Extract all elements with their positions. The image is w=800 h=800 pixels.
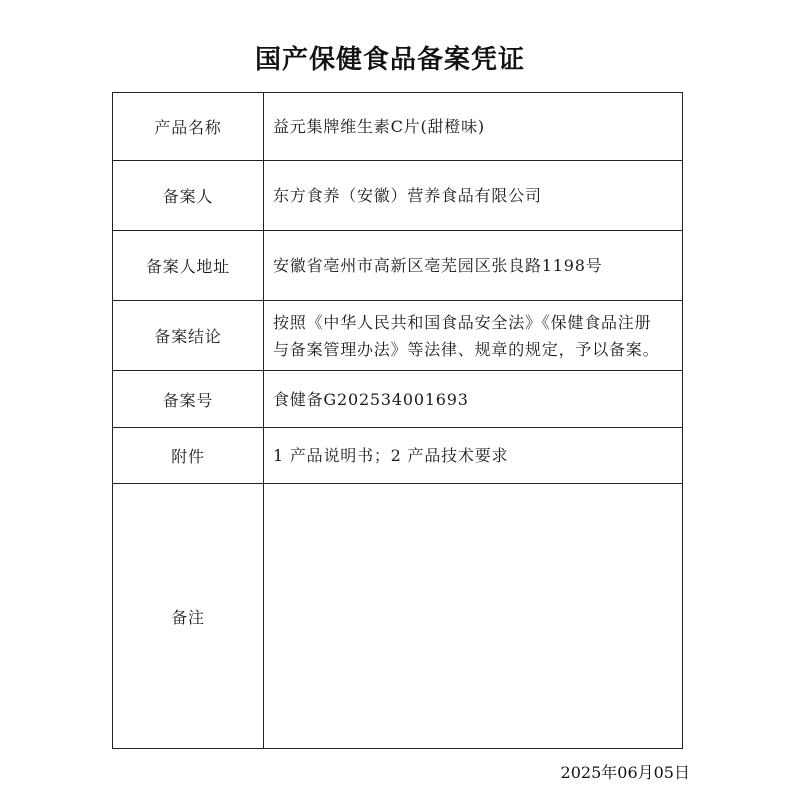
conclusion-label: 备案结论: [113, 301, 264, 371]
table-row-registrant-address: [113, 231, 683, 301]
registrant-address-text: 安徽省亳州市高新区亳芜园区张良路1198号: [273, 256, 603, 275]
product-name-value: [264, 93, 683, 161]
table-row-record-number: [113, 371, 683, 428]
registrant-address-value: [264, 231, 683, 301]
remarks-value: [264, 484, 683, 749]
attachments-label: 附件: [113, 428, 264, 484]
table-row-attachments: [113, 428, 683, 484]
registrant-text: 东方食养（安徽）营养食品有限公司: [273, 186, 542, 205]
issue-date: 2025年06月05日: [560, 763, 690, 782]
document-title: 国产保健食品备案凭证: [254, 45, 525, 75]
conclusion-value: [264, 301, 683, 371]
remarks-label: 备注: [113, 484, 264, 749]
product-name-label: 产品名称: [113, 93, 264, 161]
table-row-conclusion: [113, 301, 683, 371]
table-row-product-name: [113, 93, 683, 161]
record-table: [112, 92, 683, 749]
record-number-label: 备案号: [113, 371, 264, 428]
registrant-value: [264, 161, 683, 231]
attachments-text: 1 产品说明书；2 产品技术要求: [273, 446, 509, 465]
conclusion-text-line-1: 按照《中华人民共和国食品安全法》《保健食品注册: [273, 312, 652, 332]
table-row-registrant: [113, 161, 683, 231]
attachments-value: [264, 428, 683, 484]
registrant-address-label: 备案人地址: [113, 231, 264, 301]
product-name-text: 益元集牌维生素C片(甜橙味): [273, 117, 485, 136]
conclusion-text-line-2: 与备案管理办法》等法律、规章的规定，予以备案。: [273, 339, 660, 359]
record-number-value: [264, 371, 683, 428]
record-number-text: 食健备G202534001693: [273, 389, 469, 409]
table-row-remarks: [113, 484, 683, 749]
registrant-label: 备案人: [113, 161, 264, 231]
